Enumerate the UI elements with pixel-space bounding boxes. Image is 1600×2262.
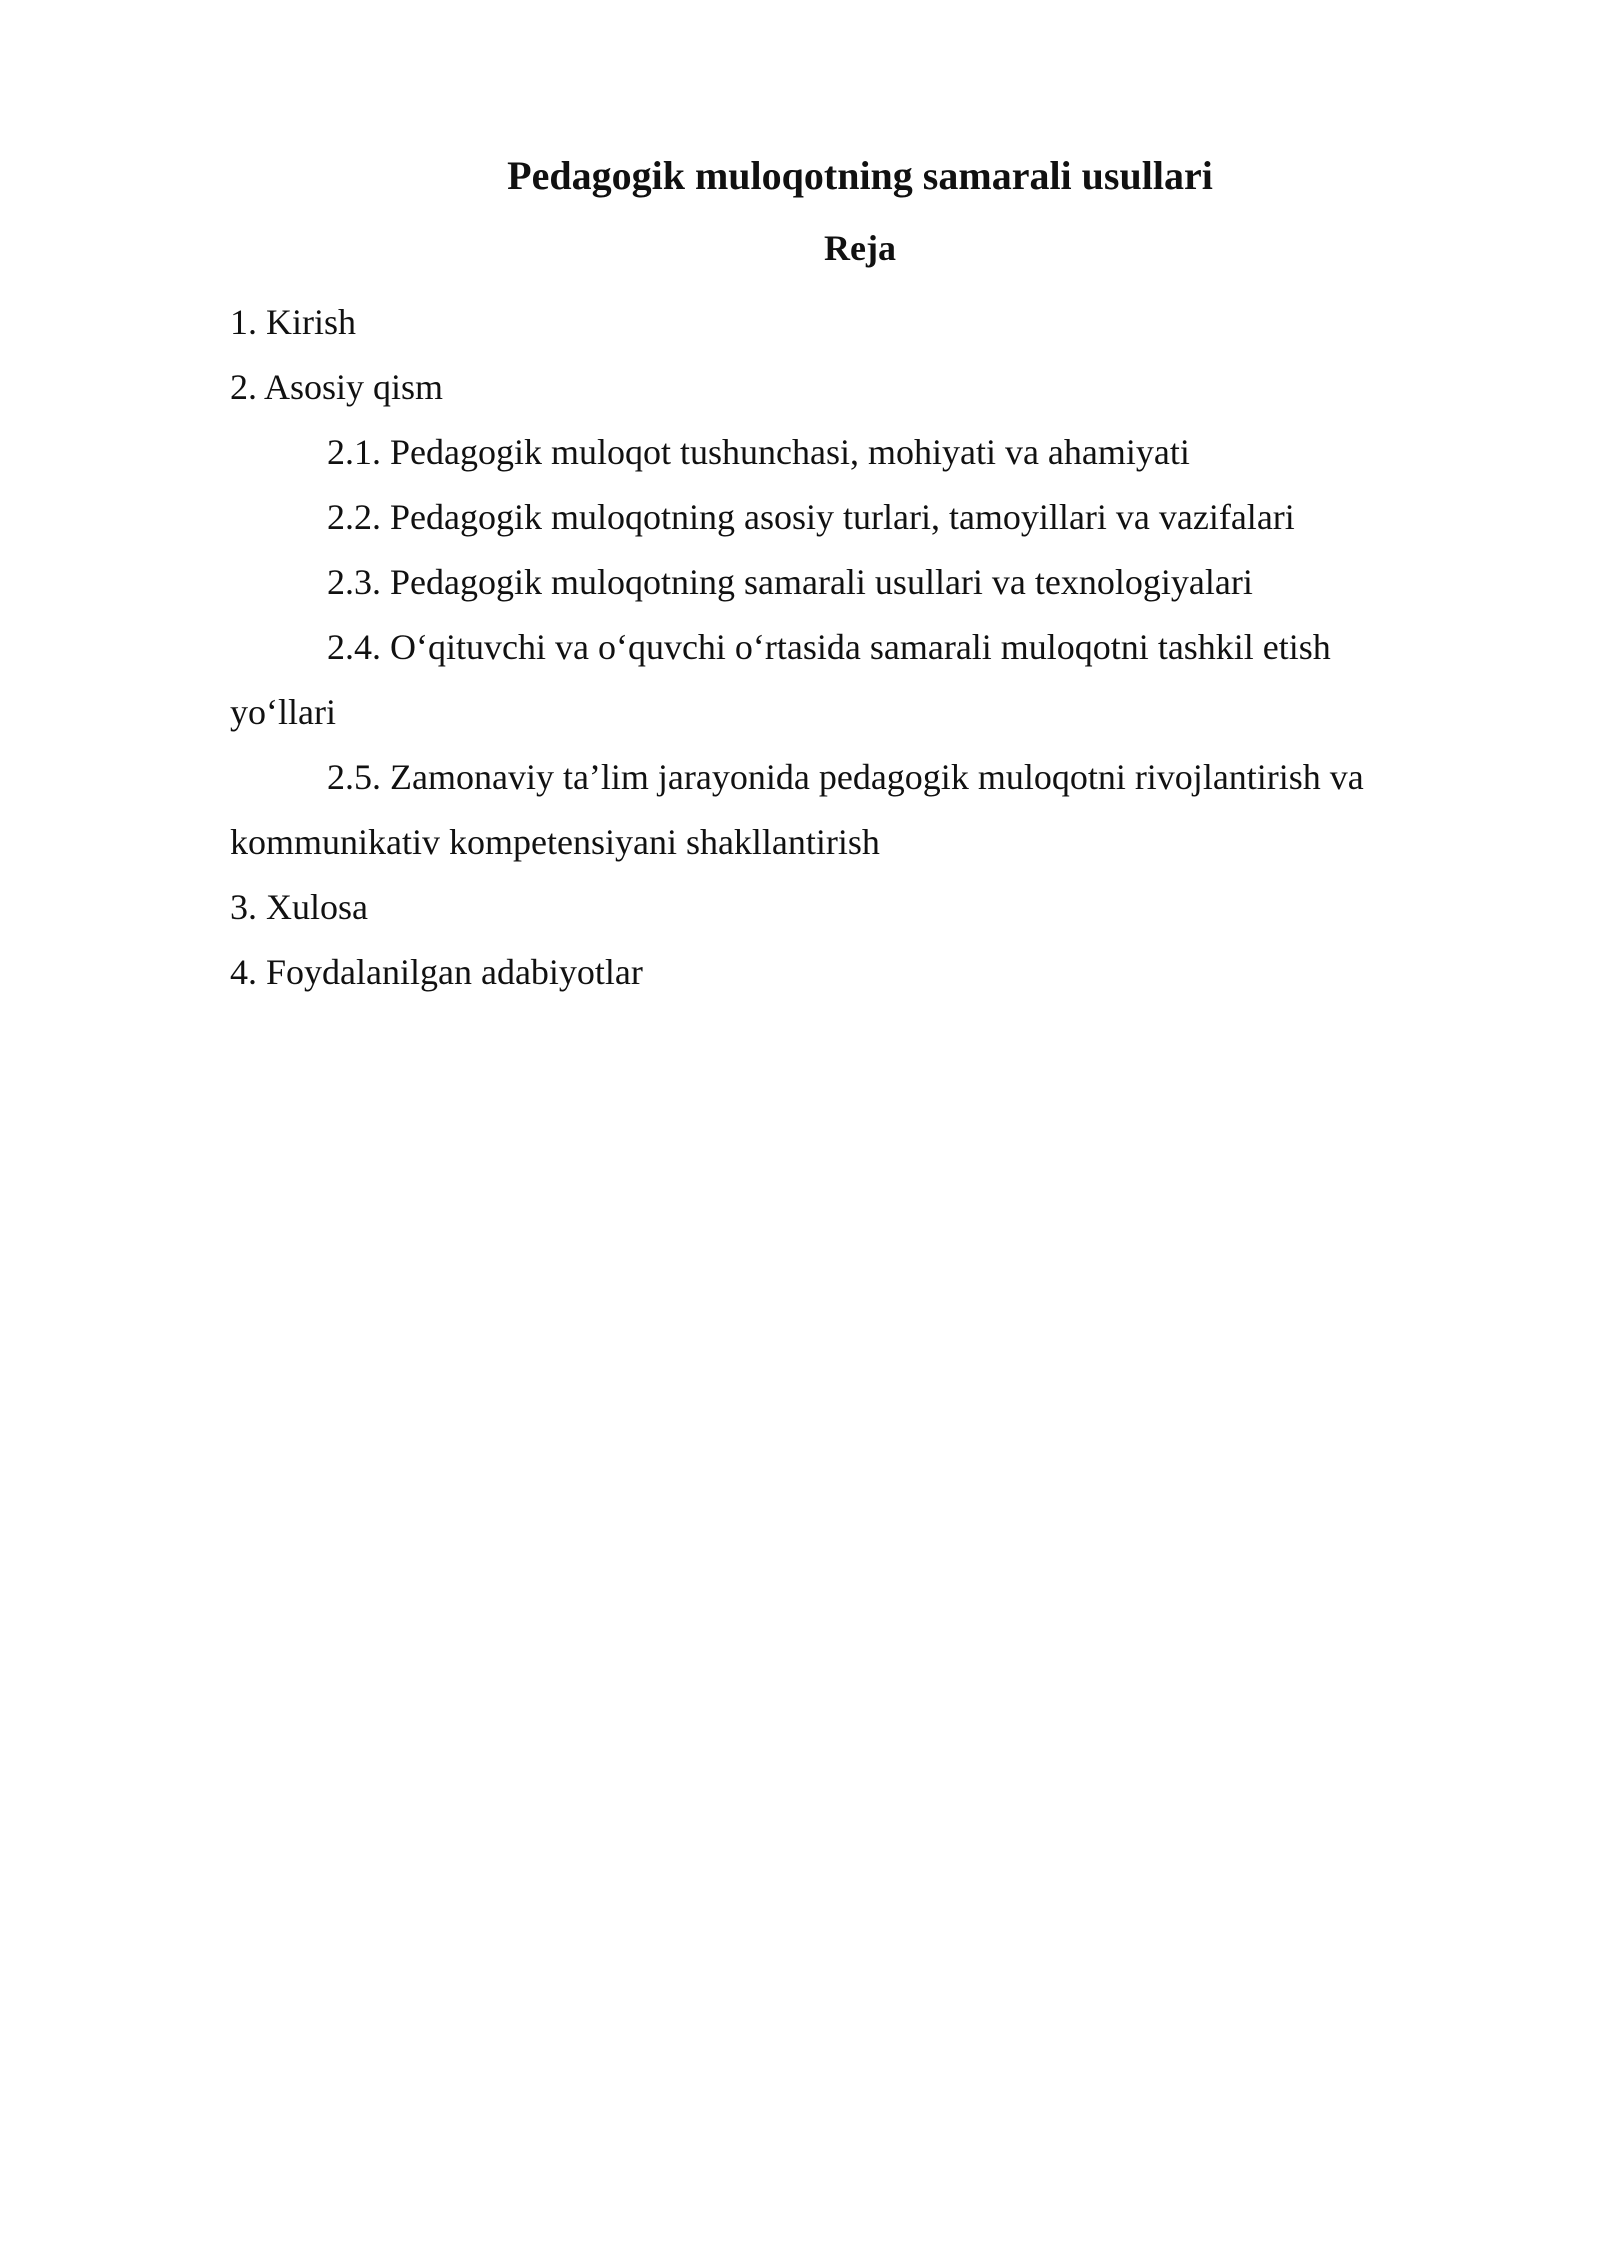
plan-item-introduction: 1. Kirish xyxy=(230,302,356,342)
plan-item-main-part: 2. Asosiy qism xyxy=(230,367,444,407)
plan-list xyxy=(230,290,1425,1005)
plan-item-2-1: 2.1. Pedagogik muloqot tushunchasi, mohiyati va ahamiyati xyxy=(327,432,1190,472)
document-title: Pedagogik muloqotning samarali usullari xyxy=(507,153,1213,198)
plan-item-2-4: 2.4. O‘qituvchi va o‘quvchi o‘rtasida samarali muloqotni tashkil etish yo‘llari xyxy=(230,627,1331,732)
plan-item-references: 4. Foydalanilgan adabiyotlar xyxy=(230,952,643,992)
plan-item-2-5: 2.5. Zamonaviy ta’lim jarayonida pedagogik muloqotni rivojlantirish va kommunikativ kompetensiyani shakllantirish xyxy=(230,757,1364,862)
plan-item-conclusion: 3. Xulosa xyxy=(230,887,368,927)
plan-item-2-2: 2.2. Pedagogik muloqotning asosiy turlari, tamoyillari va vazifalari xyxy=(327,497,1295,537)
plan-heading: Reja xyxy=(824,228,896,268)
plan-item-2-3: 2.3. Pedagogik muloqotning samarali usullari va texnologiyalari xyxy=(327,562,1253,602)
